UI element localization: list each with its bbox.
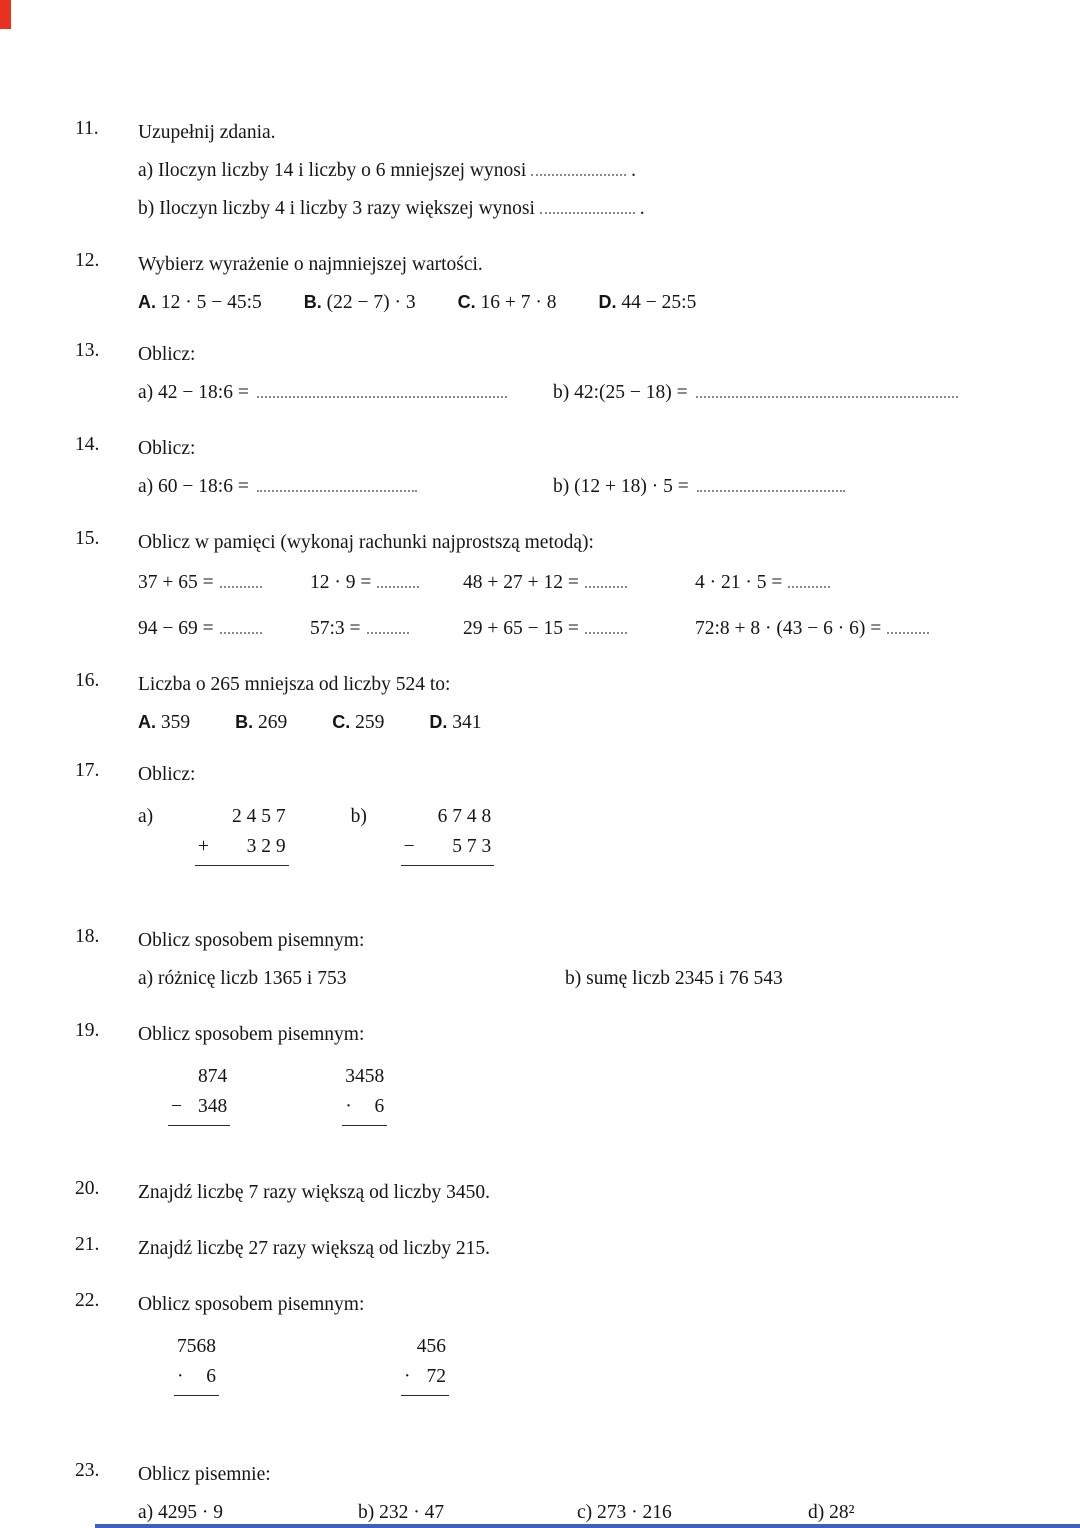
part-a: a) różnicę liczb 1365 i 753: [138, 968, 347, 989]
exercise-17: [75, 760, 1005, 866]
exercise-19: [75, 1020, 1005, 1126]
part-b: [553, 472, 1005, 502]
fill-in-sentence-b: [138, 194, 1005, 224]
exercise-23: [75, 1460, 1005, 1528]
expression: 48 + 27 + 12 =: [463, 568, 695, 598]
exercise-number: 19.: [75, 1020, 100, 1041]
stack-bottom-number: 6: [374, 1096, 385, 1117]
exercise-title: Oblicz w pamięci (wykonaj rachunki najprostszą metodą):: [138, 532, 594, 553]
column-subtraction-block: [168, 1062, 230, 1126]
fill-in-sentence-a: [138, 156, 1005, 186]
exercise-20: [75, 1178, 1005, 1208]
choice-b: [235, 712, 287, 734]
exercise-number: 17.: [75, 760, 100, 781]
multiply-operator: ·: [177, 1366, 184, 1387]
exercise-title: Oblicz pisemnie:: [138, 1464, 271, 1485]
choice-c: [458, 292, 557, 314]
plus-operator: +: [198, 836, 209, 857]
choice-value: 341: [452, 712, 482, 733]
choice-a: [138, 712, 190, 734]
mental-math-row-1: [138, 568, 1005, 598]
stack-top-number: 2 4 5 7: [232, 806, 286, 827]
part-b: [553, 378, 1005, 408]
choice-list: [138, 292, 1005, 314]
answer-blank: [377, 571, 419, 588]
task-row: [138, 1498, 1005, 1528]
part-a: a) 4295 · 9: [138, 1502, 224, 1523]
column-multiplication-block: [401, 1332, 449, 1396]
answer-blank: [257, 381, 507, 398]
exercise-number: 23.: [75, 1460, 100, 1481]
exercise-number: 11.: [75, 118, 99, 139]
stack-bottom-number: 348: [198, 1096, 228, 1117]
sentence-period: .: [639, 198, 645, 219]
choice-label: A.: [138, 712, 156, 732]
part-d: d) 28²: [808, 1502, 855, 1523]
column-addition-block: [195, 802, 289, 866]
choice-label: C.: [457, 292, 476, 312]
exercise-number: 18.: [75, 926, 100, 947]
column-multiplication-block: [174, 1332, 219, 1396]
exercise-14: [75, 434, 1005, 502]
expression: 94 − 69 =: [138, 614, 310, 644]
stack-bottom-row: [174, 1362, 219, 1396]
expression: 37 + 65 =: [138, 568, 310, 598]
sentence-text: b) Iloczyn liczby 4 i liczby 3 razy większej wynosi: [138, 198, 535, 219]
exercise-number: 22.: [75, 1290, 100, 1311]
choice-b: [304, 292, 416, 314]
expression: 57:3 =: [310, 614, 463, 644]
exercise-title: Oblicz sposobem pisemnym:: [138, 1024, 365, 1045]
choice-list: [138, 712, 1005, 734]
choice-label: B.: [235, 712, 254, 732]
exercise-title: Oblicz sposobem pisemnym:: [138, 1294, 365, 1315]
compute-row: [138, 378, 1005, 408]
choice-label: D.: [429, 712, 448, 732]
answer-blank: [585, 571, 627, 588]
part-a: [138, 378, 553, 408]
part-b: b) sumę liczb 2345 i 76 543: [565, 968, 783, 989]
answer-blank: [531, 159, 626, 176]
exercise-number: 16.: [75, 670, 100, 691]
part-a: [138, 472, 553, 502]
exercise-title: Znajdź liczbę 27 razy większą od liczby 215.: [138, 1238, 490, 1259]
stack-top-number: 3458: [345, 1066, 385, 1087]
answer-blank: [367, 617, 409, 634]
choice-value: 259: [355, 712, 385, 733]
choice-label: C.: [332, 712, 351, 732]
stack-bottom-number: 6: [206, 1366, 216, 1387]
choice-expr: 12 · 5 − 45:5: [160, 292, 262, 313]
expression: 4 · 21 · 5 =: [695, 568, 1005, 598]
part-label-a: a): [138, 806, 154, 827]
multiply-operator: ·: [345, 1096, 352, 1117]
minus-operator: −: [171, 1096, 182, 1117]
stack-bottom-row: [401, 1362, 449, 1396]
choice-expr: (22 − 7) · 3: [326, 292, 416, 313]
part-label-b: b): [350, 806, 367, 827]
choice-label: A.: [138, 292, 156, 312]
answer-blank: [697, 475, 845, 492]
answer-blank: [788, 571, 830, 588]
answer-blank: [220, 571, 262, 588]
exercise-title: Oblicz:: [138, 764, 196, 785]
sentence-period: .: [631, 160, 637, 181]
choice-label: B.: [303, 292, 322, 312]
expression: 12 · 9 =: [310, 568, 463, 598]
stack-top-number: 874: [198, 1066, 228, 1087]
exercise-title: Oblicz sposobem pisemnym:: [138, 930, 365, 951]
multiply-operator: ·: [404, 1366, 411, 1387]
stack-top-number: 6 7 4 8: [437, 806, 492, 827]
exercise-22: [75, 1290, 1005, 1396]
stack-bottom-number: 3 2 9: [246, 836, 286, 857]
exercise-title: Wybierz wyrażenie o najmniejszej wartości.: [138, 254, 483, 275]
answer-blank: [540, 197, 635, 214]
stack-bottom-row: [195, 832, 289, 866]
exercise-title: Liczba o 265 mniejsza od liczby 524 to:: [138, 674, 451, 695]
choice-value: 269: [258, 712, 288, 733]
choice-value: 359: [160, 712, 191, 733]
task-row: [138, 964, 1005, 994]
choice-expr: 16 + 7 · 8: [480, 292, 557, 313]
exercise-title: Oblicz:: [138, 344, 196, 365]
choice-c: [332, 712, 384, 734]
choice-a: [138, 292, 262, 314]
expression: 72:8 + 8 · (43 − 6 · 6) =: [695, 614, 1005, 644]
stack-bottom-number: 5 7 3: [452, 836, 492, 857]
exercise-21: [75, 1234, 1005, 1264]
exercise-number: 14.: [75, 434, 100, 455]
expression: a) 42 − 18:6 =: [138, 382, 249, 403]
worksheet-content: [75, 118, 1005, 1528]
exercise-number: 20.: [75, 1178, 100, 1199]
exercise-12: [75, 250, 1005, 314]
answer-blank: [257, 475, 417, 492]
expression: b) (12 + 18) · 5 =: [553, 476, 689, 497]
exercise-number: 13.: [75, 340, 100, 361]
mental-math-row-2: [138, 614, 1005, 644]
exercise-13: [75, 340, 1005, 408]
compute-row: [138, 472, 1005, 502]
answer-blank: [696, 381, 958, 398]
answer-blank: [585, 617, 627, 634]
stack-bottom-row: [342, 1092, 387, 1126]
column-multiplication-block: [342, 1062, 387, 1126]
page-corner-red-mark: [0, 0, 11, 29]
minus-operator: −: [403, 836, 415, 857]
column-subtraction-block: [401, 802, 495, 866]
stack-bottom-number: 72: [426, 1366, 446, 1387]
stack-top-number: 7568: [177, 1336, 216, 1357]
exercise-number: 15.: [75, 528, 100, 549]
choice-label: D.: [598, 292, 617, 312]
expression: 29 + 65 − 15 =: [463, 614, 695, 644]
exercise-11: [75, 118, 1005, 224]
expression: a) 60 − 18:6 =: [138, 476, 249, 497]
expression: b) 42:(25 − 18) =: [553, 382, 688, 403]
exercise-15: [75, 528, 1005, 644]
sentence-text: a) Iloczyn liczby 14 i liczby o 6 mniejszej wynosi: [138, 160, 527, 181]
choice-d: [599, 292, 697, 314]
stack-bottom-row: [401, 832, 495, 866]
part-b: b) 232 · 47: [358, 1502, 445, 1523]
choice-expr: 44 − 25:5: [621, 292, 697, 313]
column-arithmetic-row: [168, 1062, 1005, 1126]
answer-blank: [220, 617, 262, 634]
exercise-number: 12.: [75, 250, 100, 271]
choice-d: [429, 712, 481, 734]
stack-top-number: 456: [416, 1336, 446, 1357]
column-arithmetic-row: [174, 1332, 1005, 1396]
answer-blank: [887, 617, 929, 634]
exercise-title: Oblicz:: [138, 438, 196, 459]
column-arithmetic-row: [138, 802, 1005, 866]
part-c: c) 273 · 216: [577, 1502, 672, 1523]
exercise-16: [75, 670, 1005, 734]
stack-bottom-row: [168, 1092, 230, 1126]
exercise-number: 21.: [75, 1234, 100, 1255]
exercise-title: Uzupełnij zdania.: [138, 122, 276, 143]
exercise-title: Znajdź liczbę 7 razy większą od liczby 3450.: [138, 1182, 490, 1203]
exercise-18: [75, 926, 1005, 994]
